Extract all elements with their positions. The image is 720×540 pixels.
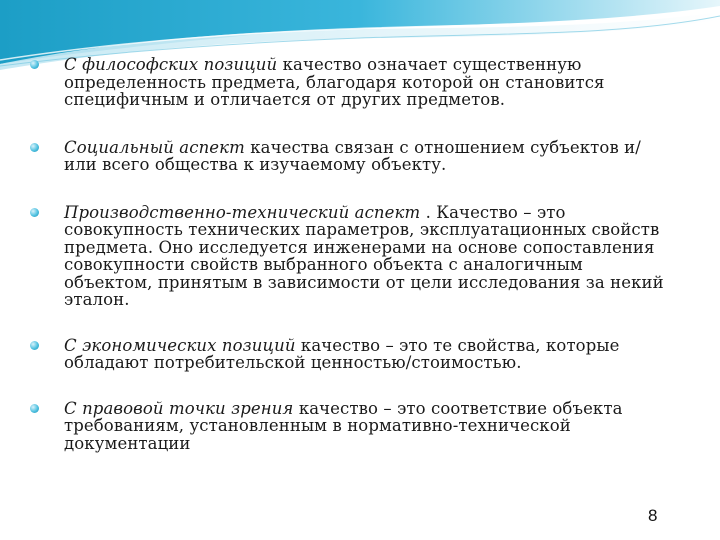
bullet-lead: Социальный аспект [64, 137, 245, 157]
bullet-list [26, 56, 666, 482]
bullet-text: качество – это соответствие объекта требованиям, установленным в нормативно-технической документации [64, 398, 623, 453]
bullet-item-social [26, 139, 666, 174]
bullet-dot-icon [30, 60, 39, 69]
bullet-lead: С правовой точки зрения [64, 398, 294, 418]
bullet-lead: С экономических позиций [64, 335, 296, 355]
bullet-text: . Качество – это совокупность технических параметров, эксплуатационных свойств предмета. Оно исследуется инженерами на основе сопоставления совокупности свойств выбранного объекта с аналогичным объектом, принятым в зависимости от цели исследования за некий эталон. [64, 202, 664, 309]
bullet-item-legal [26, 400, 666, 453]
bullet-item-economic [26, 337, 666, 372]
bullet-dot-icon [30, 143, 39, 152]
bullet-lead: С философских позиций [64, 55, 278, 74]
bullet-dot-icon [30, 208, 39, 217]
page-number: 8 [648, 506, 658, 525]
bullet-text: качества связан с отношением субъектов и/или всего общества к изучаемому объекту. [64, 137, 641, 174]
bullet-text: качество – это те свойства, которые обладают потребительской ценностью/стоимостью. [64, 335, 620, 372]
bullet-item-technical [26, 204, 666, 309]
bullet-item-philosophical [26, 56, 666, 109]
bullet-lead: Производственно-технический аспект [64, 202, 421, 222]
bullet-dot-icon [30, 404, 39, 413]
bullet-text: качество означает существенную определенность предмета, благодаря которой он становится специфичным и отличается от других предметов. [64, 55, 605, 109]
bullet-dot-icon [30, 341, 39, 350]
